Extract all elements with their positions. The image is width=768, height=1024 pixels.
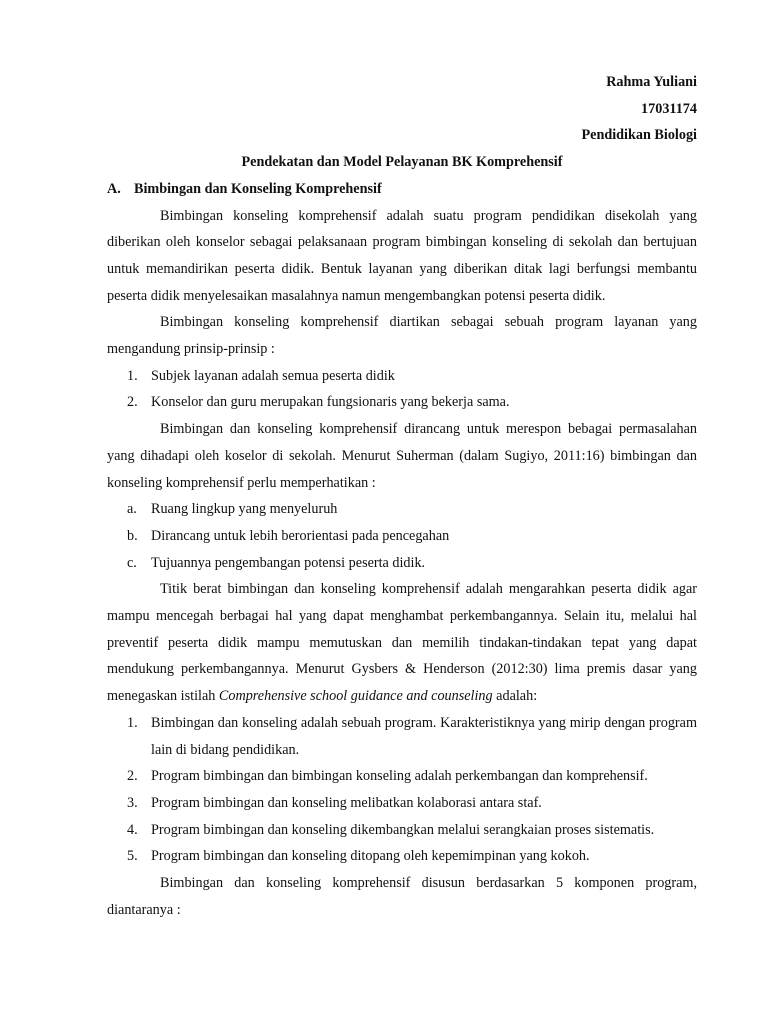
list-marker: 1. xyxy=(127,367,138,384)
list-item xyxy=(107,763,697,790)
list-item xyxy=(107,817,697,844)
list-item xyxy=(107,389,697,416)
premises-list xyxy=(107,710,697,870)
list-marker: 2. xyxy=(127,768,138,785)
document-body xyxy=(107,69,697,924)
list-text: Subjek layanan adalah semua peserta didik xyxy=(151,367,395,384)
italic-term: Comprehensive school guidance and counseling xyxy=(218,688,493,705)
list-text: Program bimbingan dan konseling melibatkan kolaborasi antara staf. xyxy=(151,794,542,811)
list-text: Bimbingan dan konseling adalah sebuah program. Karakteristiknya yang mirip dengan program lain di bidang pendidikan. xyxy=(151,714,697,758)
list-text: Ruang lingkup yang menyeluruh xyxy=(151,501,338,518)
list-marker: 4. xyxy=(127,821,138,838)
paragraph: Bimbingan dan konseling komprehensif disusun berdasarkan 5 komponen program, diantaranya : xyxy=(107,875,697,918)
list-marker: b. xyxy=(127,527,138,544)
list-text: Konselor dan guru merupakan fungsionaris yang bekerja sama. xyxy=(151,394,510,411)
list-text: Dirancang untuk lebih berorientasi pada pencegahan xyxy=(151,527,450,544)
list-marker: 5. xyxy=(127,848,138,865)
list-item xyxy=(107,790,697,817)
list-item xyxy=(107,843,697,870)
list-marker: 1. xyxy=(127,714,138,731)
student-id: 17031174 xyxy=(641,100,697,117)
paragraph: Bimbingan konseling komprehensif diartikan sebagai sebuah program layanan yang mengandung prinsip-prinsip : xyxy=(107,314,697,358)
paragraph: Bimbingan konseling komprehensif adalah suatu program pendidikan disekolah yang diberikan oleh konselor sebagai pelaksanaan program bimbingan konseling di sekolah dan bertujuan untuk memandirikan peserta didik. Bentuk layanan yang diberikan ditak lagi berfungsi membantu peserta didik menyelesaikan masalahnya namun mengembangkan potensi peserta didik. xyxy=(107,207,697,304)
list-item xyxy=(107,523,697,550)
list-marker: a. xyxy=(127,501,137,518)
paragraph: Bimbingan dan konseling komprehensif dirancang untuk merespon bebagai permasalahan yang dihadapi oleh koselor di sekolah. Menurut Suherman (dalam Sugiyo, 2011:16) bimbingan dan konseling komprehensif perlu memperhatikan : xyxy=(107,421,697,491)
list-text: Program bimbingan dan bimbingan konseling adalah perkembangan dan komprehensif. xyxy=(151,768,648,785)
considerations-list xyxy=(107,496,697,576)
principles-list xyxy=(107,363,697,416)
list-item xyxy=(107,363,697,390)
list-marker: 3. xyxy=(127,794,138,811)
paragraph xyxy=(107,576,697,710)
list-text: Program bimbingan dan konseling ditopang oleh kepemimpinan yang kokoh. xyxy=(151,848,590,865)
section-heading xyxy=(107,176,697,203)
study-program: Pendidikan Biologi xyxy=(581,127,697,144)
author-name: Rahma Yuliani xyxy=(606,74,697,90)
list-text: Program bimbingan dan konseling dikembangkan melalui serangkaian proses sistematis. xyxy=(151,821,655,838)
section-title: Bimbingan dan Konseling Komprehensif xyxy=(134,180,382,197)
list-item xyxy=(107,496,697,523)
list-marker: 2. xyxy=(127,394,138,411)
list-item xyxy=(107,710,697,763)
paragraph-text: Titik berat bimbingan dan konseling komprehensif adalah mengarahkan peserta didik agar mampu mencegah berbagai hal yang dapat menghambat perkembangannya. Selain itu, melalui hal preventif peserta didik mampu memutuskan dan memilih tindakan-tindakan tepat yang dapat mendukung perkembangannya. Menurut Gysbers & Henderson (2012:30) lima premis dasar yang menegaskan istilah xyxy=(107,581,697,705)
section-marker: A. xyxy=(107,180,121,197)
document-title: Pendekatan dan Model Pelayanan BK Komprehensif xyxy=(241,154,563,171)
list-text: Tujuannya pengembangan potensi peserta didik. xyxy=(151,554,426,571)
list-item xyxy=(107,550,697,577)
paragraph-text: adalah: xyxy=(492,688,538,705)
list-marker: c. xyxy=(127,554,137,571)
